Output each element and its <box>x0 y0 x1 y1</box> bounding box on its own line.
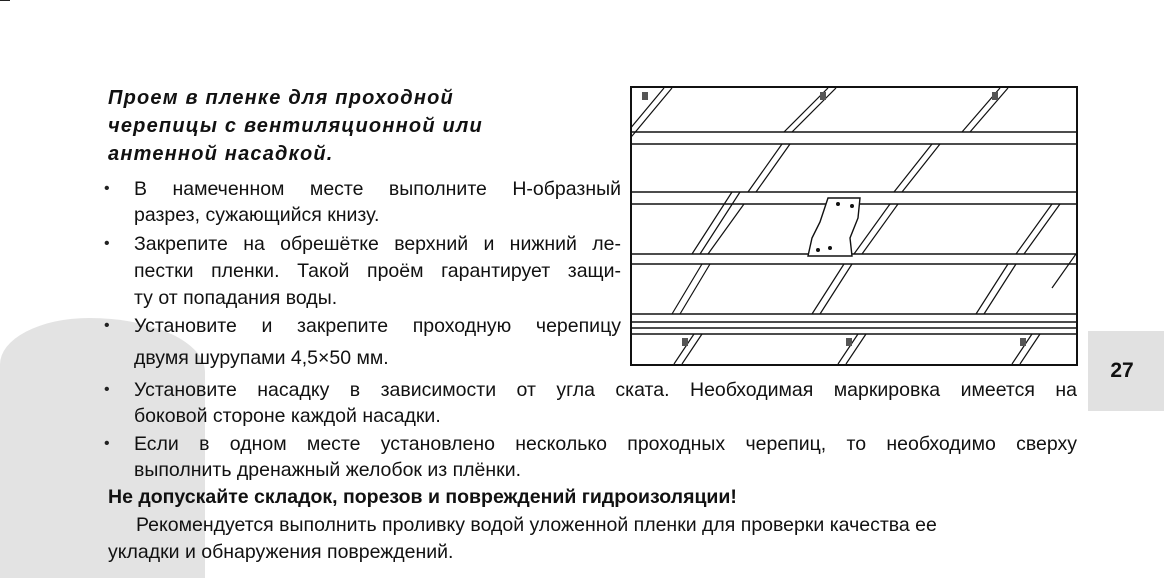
recommendation-line: укладки и обнаружения повреждений. <box>108 541 454 563</box>
bullet-text-line: Если в одном месте установлено несколько проходных черепиц, то необходимо сверху <box>134 433 1077 455</box>
bullet-text-line: разрез, сужающийся книзу. <box>134 204 380 226</box>
bullet-text-line: боковой стороне каждой насадки. <box>134 405 441 427</box>
roof-diagram <box>630 86 1078 366</box>
bullet-marker: • <box>104 317 110 334</box>
bullet-marker: • <box>104 235 110 252</box>
bullet-text-line: выполнить дренажный желобок из плёнки. <box>134 459 522 481</box>
page-number: 27 <box>1110 359 1134 382</box>
bullet-text-line: двумя шурупами 4,5×50 мм. <box>134 347 389 369</box>
heading-line: черепицы с вентиляционной или <box>108 115 483 137</box>
bullet-text-line: ту от попадания воды. <box>134 287 338 309</box>
bullet-marker: • <box>104 435 110 452</box>
bullet-text-line: Установите и закрепите проходную черепицу <box>134 315 621 337</box>
bullet-marker: • <box>104 381 110 398</box>
warning-text: Не допускайте складок, порезов и повреждений гидроизоляции! <box>108 486 737 508</box>
heading-line: антенной насадкой. <box>108 143 334 165</box>
heading-line: Проем в пленке для проходной <box>108 87 454 109</box>
bullet-text-line: В намеченном месте выполните Н-образный <box>134 178 621 200</box>
crop-mark <box>0 0 10 1</box>
recommendation-line: Рекомендуется выполнить проливку водой уложенной пленки для проверки качества ее <box>136 514 937 536</box>
bullet-text-line: Установите насадку в зависимости от угла ската. Необходимая маркировка имеется на <box>134 379 1077 401</box>
bullet-text-line: пестки пленки. Такой проём гарантирует защи- <box>134 260 621 282</box>
section-heading <box>108 84 608 168</box>
roof-battens-icon <box>632 88 1076 364</box>
page-number-tab <box>1088 331 1164 411</box>
bullet-marker: • <box>104 180 110 197</box>
bullet-text-line: Закрепите на обрешётке верхний и нижний ле- <box>134 233 621 255</box>
